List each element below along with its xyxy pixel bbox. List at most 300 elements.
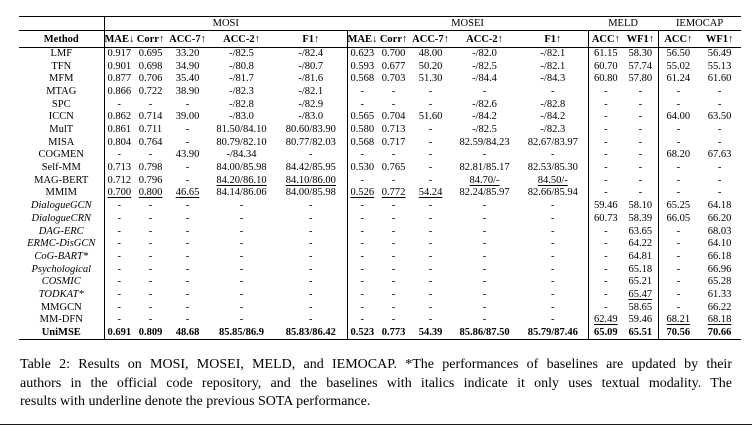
value-cell: - [117,212,121,224]
value-cell: - [185,288,190,300]
value-cell: - [391,288,396,300]
value-cell: 0.809 [134,327,167,340]
column-header-acc-2: ACC-2↑ [208,31,275,48]
value-cell: 70.66 [698,327,741,340]
value-cell: - [185,314,190,326]
value-cell: - [717,136,722,148]
value-cell: 50.20 [418,60,443,72]
method-cell: COGMEN [19,149,104,162]
value-cell: - [391,212,396,224]
value-cell: -/82.4 [275,48,347,61]
value-cell: 0.695 [138,48,163,59]
table-row [19,276,741,289]
value-cell: 0.711 [138,124,163,136]
value-cell: 66.18 [707,250,732,262]
value-cell: - [482,276,487,288]
value-cell: - [185,276,190,288]
value-cell: - [428,276,433,288]
value-cell: -/83.0 [229,111,254,123]
table-row [19,200,741,213]
value-cell: - [428,250,433,262]
value-cell: - [185,136,190,148]
table-row [19,137,741,150]
value-cell: - [239,238,244,250]
value-cell: 68.20 [666,149,691,161]
value-cell: - [360,314,365,326]
value-cell: 43.90 [175,149,200,161]
value-cell: - [148,276,153,288]
column-header-mae: MAE↓ [104,31,134,48]
column-header-corr: Corr↑ [134,31,167,48]
value-cell [377,187,410,200]
table-row [19,48,741,61]
column-header-wf1: WF1↑ [698,31,741,48]
column-header-acc: ACC↑ [658,31,698,48]
value-cell: 66.96 [707,263,732,275]
value-cell: - [676,238,681,250]
value-cell: 65.51 [623,327,658,340]
value-cell: - [623,162,658,175]
value-cell: - [360,212,365,224]
value-cell: - [391,85,396,97]
table-row [19,99,741,112]
value-cell: - [482,288,487,300]
value-cell: 0.917 [107,48,132,59]
table-row [19,302,741,315]
underlined-value: 62.49 [594,314,618,326]
value-cell: 82.66/85.94 [518,187,588,200]
underlined-value: 0.772 [381,187,406,199]
value-cell: 0.691 [104,327,134,340]
value-cell [658,314,698,327]
value-cell: 0.722 [138,85,163,97]
value-cell: - [482,212,487,224]
method-cell: CoG-BART* [19,251,104,264]
table-row [19,149,741,162]
value-cell: 0.901 [107,60,132,72]
value-cell: 84.42/85.95 [275,162,347,175]
value-cell: -/82.3 [229,85,254,97]
value-cell: - [428,301,433,313]
value-cell: - [360,98,365,110]
group-header-mosei: MOSEI [347,17,588,31]
value-cell: - [676,250,681,262]
method-cell: MulT [19,124,104,137]
value-cell: - [148,263,153,275]
value-cell: 65.21 [623,276,658,289]
caption-line-1: Table 2: Results on MOSI, MOSEI, MELD, and IEMOCAP. *The performances of baselines are updated by their [20,357,732,372]
table-row [19,289,741,302]
value-cell: 0.765 [381,162,406,174]
value-cell: - [360,85,365,97]
value-cell: - [391,301,396,313]
value-cell: - [428,149,433,161]
value-cell: - [275,289,347,302]
value-cell: - [391,314,396,326]
value-cell: - [482,149,487,161]
value-cell: - [717,124,722,136]
value-cell: - [239,212,244,224]
value-cell: 0.593 [350,60,375,72]
value-cell: 80.79/82.10 [216,136,267,148]
value-cell: - [676,85,681,97]
value-cell: - [239,250,244,262]
method-cell: LMF [19,48,104,61]
value-cell: - [717,174,722,186]
value-cell: -/82.0 [472,48,497,59]
value-cell: - [717,187,722,199]
value-cell: 54.39 [410,327,451,340]
value-cell: - [360,225,365,237]
value-cell: - [623,149,658,162]
value-cell: 63.50 [707,111,732,123]
value-cell: 51.60 [418,111,443,123]
value-cell: - [117,98,121,110]
value-cell: - [676,98,681,110]
value-cell [134,187,167,200]
value-cell: - [391,149,396,161]
value-cell: - [360,301,365,313]
value-cell: -/80.7 [275,61,347,74]
value-cell: - [518,213,588,226]
value-cell: 57.74 [623,61,658,74]
method-cell: MMGCN [19,302,104,315]
value-cell: -/82.8 [229,98,254,110]
underlined-value: 68.21 [666,314,691,326]
column-header-corr: Corr↑ [377,31,410,48]
value-cell: - [148,225,153,237]
value-cell: -/84.2 [472,111,497,123]
value-cell: - [275,149,347,162]
value-cell: - [676,263,681,275]
value-cell: -/82.5 [229,48,254,59]
value-cell: - [428,212,433,224]
value-cell: - [391,238,396,250]
value-cell: 0.713 [381,124,406,136]
value-cell: - [117,263,121,275]
value-cell: - [360,276,365,288]
table-row [19,61,741,74]
group-header-mosi: MOSI [104,17,347,31]
value-cell: - [518,251,588,264]
value-cell: - [428,263,433,275]
value-cell: 66.05 [666,212,691,224]
method-cell: MM-DFN [19,314,104,327]
value-cell: - [518,302,588,315]
value-cell: - [604,238,608,250]
value-cell: 64.18 [707,200,732,212]
value-cell: - [275,302,347,315]
value-cell: 63.65 [623,225,658,238]
method-cell: COSMIC [19,276,104,289]
value-cell: - [428,85,433,97]
value-cell: - [275,200,347,213]
value-cell: 56.50 [666,48,691,59]
value-cell [623,289,658,302]
column-header-mae: MAE↓ [347,31,377,48]
method-cell: DialogueCRN [19,213,104,226]
value-cell: - [623,175,658,188]
value-cell: 65.25 [666,200,691,212]
value-cell: -/84.34 [226,149,257,161]
value-cell: - [428,225,433,237]
method-cell: Psychological [19,264,104,277]
value-cell: - [482,250,487,262]
value-cell: - [623,86,658,99]
value-cell: - [604,85,608,97]
table-row [19,238,741,251]
value-cell: 57.80 [623,73,658,86]
value-cell: - [117,200,121,212]
value-cell: 60.70 [594,60,618,72]
value-cell: - [148,212,153,224]
value-cell: 55.02 [666,60,691,72]
table-row [19,124,741,137]
table-row [19,175,741,188]
value-cell: - [239,301,244,313]
value-cell: 0.714 [138,111,163,123]
value-cell: - [623,137,658,150]
method-cell: MISA [19,137,104,150]
value-cell: - [623,99,658,112]
value-cell: 80.77/82.03 [275,137,347,150]
value-cell: 0.530 [350,162,375,174]
value-cell: -/84.4 [472,73,497,85]
value-cell: -/82.5 [472,124,497,136]
underlined-value: 0.800 [138,187,163,199]
table-row [19,86,741,99]
caption-line-2: authors in the official code repository, and the baselines with italics indicate it only uses textual modality. The [20,375,732,391]
value-cell: - [604,250,608,262]
value-cell: - [518,314,588,327]
value-cell: - [604,301,608,313]
value-cell: 65.09 [588,327,623,340]
value-cell: 85.85/86.9 [208,327,275,340]
value-cell: 60.80 [594,73,618,85]
value-cell: - [428,200,433,212]
value-cell: - [185,225,190,237]
value-cell: 66.22 [707,301,732,313]
value-cell: - [391,200,396,212]
value-cell: - [391,98,396,110]
value-cell: 0.861 [107,124,132,136]
method-column-spacer [19,17,104,31]
value-cell: 0.706 [138,73,163,85]
value-cell: 0.700 [381,48,406,59]
value-cell: - [185,124,190,136]
underlined-value: 0.526 [350,187,375,199]
value-cell: 82.67/83.97 [518,137,588,150]
table-caption [20,356,732,412]
value-cell [347,187,377,200]
value-cell: - [676,174,681,186]
value-cell: - [623,124,658,137]
value-cell: - [275,276,347,289]
caption-line-3: results with underline denote the previous SOTA performance. [20,394,371,410]
method-cell: MAG-BERT [19,175,104,188]
value-cell: 0.764 [138,136,163,148]
value-cell: - [275,314,347,327]
value-cell: - [117,250,121,262]
table-row [19,251,741,264]
column-header-acc-7: ACC-7↑ [167,31,208,48]
value-cell: - [428,98,433,110]
value-cell: - [676,162,681,174]
value-cell: - [482,314,487,326]
value-cell: - [360,263,365,275]
value-cell: - [117,149,121,161]
value-cell: 82.24/85.97 [459,187,510,199]
value-cell: - [275,213,347,226]
value-cell: - [185,250,190,262]
value-cell: 0.565 [350,111,375,123]
underlined-value: 84.50/- [537,174,568,186]
value-cell: - [518,276,588,289]
value-cell: - [428,288,433,300]
value-cell: - [604,288,608,300]
value-cell: - [518,86,588,99]
value-cell: 0.712 [107,174,132,186]
value-cell: 0.523 [347,327,377,340]
value-cell: 84.00/85.98 [275,187,347,200]
value-cell: - [239,314,244,326]
table-row [19,162,741,175]
value-cell: 0.862 [107,111,132,123]
method-cell: TFN [19,61,104,74]
value-cell: -/83.0 [275,111,347,124]
value-cell: 56.49 [707,48,732,59]
value-cell: - [391,276,396,288]
value-cell: 61.33 [707,288,732,300]
table-row [19,314,741,327]
value-cell: - [185,200,190,212]
table-row [19,213,741,226]
value-cell: 64.22 [623,238,658,251]
value-cell: 64.10 [707,238,732,250]
value-cell: 82.81/85.17 [459,162,510,174]
value-cell: -/81.7 [229,73,254,85]
value-cell: - [117,301,121,313]
value-cell: - [391,263,396,275]
value-cell: - [428,174,433,186]
value-cell: -/81.6 [275,73,347,86]
value-cell: -/82.9 [275,99,347,112]
value-cell: - [185,263,190,275]
value-cell [167,187,208,200]
value-cell: - [391,174,396,186]
method-cell: SPC [19,99,104,112]
value-cell: - [518,289,588,302]
value-cell: 82.53/85.30 [518,162,588,175]
value-cell: - [428,136,433,148]
value-cell: - [148,314,153,326]
value-cell: - [604,98,608,110]
value-cell: 33.20 [175,48,200,59]
value-cell: 70.56 [658,327,698,340]
value-cell: - [604,174,608,186]
value-cell: 58.65 [623,302,658,315]
value-cell: - [676,187,681,199]
value-cell: - [148,301,153,313]
value-cell: - [239,276,244,288]
value-cell: 65.18 [623,264,658,277]
value-cell: -/82.8 [518,99,588,112]
method-cell: MFM [19,73,104,86]
underlined-value: 84.70/- [469,174,500,186]
value-cell: 67.63 [707,149,732,161]
value-cell: - [482,301,487,313]
value-cell: 58.30 [623,48,658,61]
value-cell: 68.03 [707,225,732,237]
value-cell: - [604,276,608,288]
value-cell: 0.713 [107,162,132,174]
value-cell: 64.81 [623,251,658,264]
value-cell: - [148,149,153,161]
value-cell: 48.00 [418,48,443,59]
method-cell: TODKAT* [19,289,104,302]
value-cell: 66.20 [707,212,732,224]
column-header-f1: F1↑ [275,31,347,48]
underlined-value: 84.20/86.10 [216,174,267,186]
table-row [19,225,741,238]
value-cell: - [117,225,121,237]
value-cell: - [604,162,608,174]
underlined-value: 68.18 [707,314,732,326]
value-cell: - [428,238,433,250]
value-cell: 0.773 [377,327,410,340]
table-row [19,327,741,340]
value-cell: 0.866 [107,85,132,97]
value-cell: - [676,288,681,300]
value-cell: 51.30 [418,73,443,85]
value-cell: - [482,238,487,250]
value-cell: - [275,251,347,264]
value-cell: 58.39 [623,213,658,226]
value-cell: - [676,225,681,237]
value-cell: 85.86/87.50 [451,327,518,340]
value-cell: -/82.5 [472,60,497,72]
column-header-acc-7: ACC-7↑ [410,31,451,48]
value-cell: - [360,238,365,250]
value-cell [275,175,347,188]
value-cell: - [676,301,681,313]
value-cell [104,187,134,200]
method-cell: DialogueGCN [19,200,104,213]
value-cell: 81.50/84.10 [216,124,267,136]
value-cell [451,175,518,188]
value-cell: - [185,238,190,250]
value-cell [518,175,588,188]
column-header-acc-2: ACC-2↑ [451,31,518,48]
underlined-value: 46.65 [175,187,200,199]
value-cell [588,314,623,327]
value-cell: - [148,238,153,250]
value-cell: - [360,200,365,212]
value-cell: - [428,162,433,174]
value-cell: - [239,288,244,300]
value-cell: 39.00 [175,111,200,123]
table-row [19,187,741,200]
value-cell: - [518,238,588,251]
table-row [19,111,741,124]
value-cell: - [239,200,244,212]
value-cell: - [676,136,681,148]
value-cell: 80.60/83.90 [275,124,347,137]
value-cell: - [717,85,722,97]
value-cell: - [148,288,153,300]
value-cell: -/82.3 [518,124,588,137]
value-cell: - [117,276,121,288]
